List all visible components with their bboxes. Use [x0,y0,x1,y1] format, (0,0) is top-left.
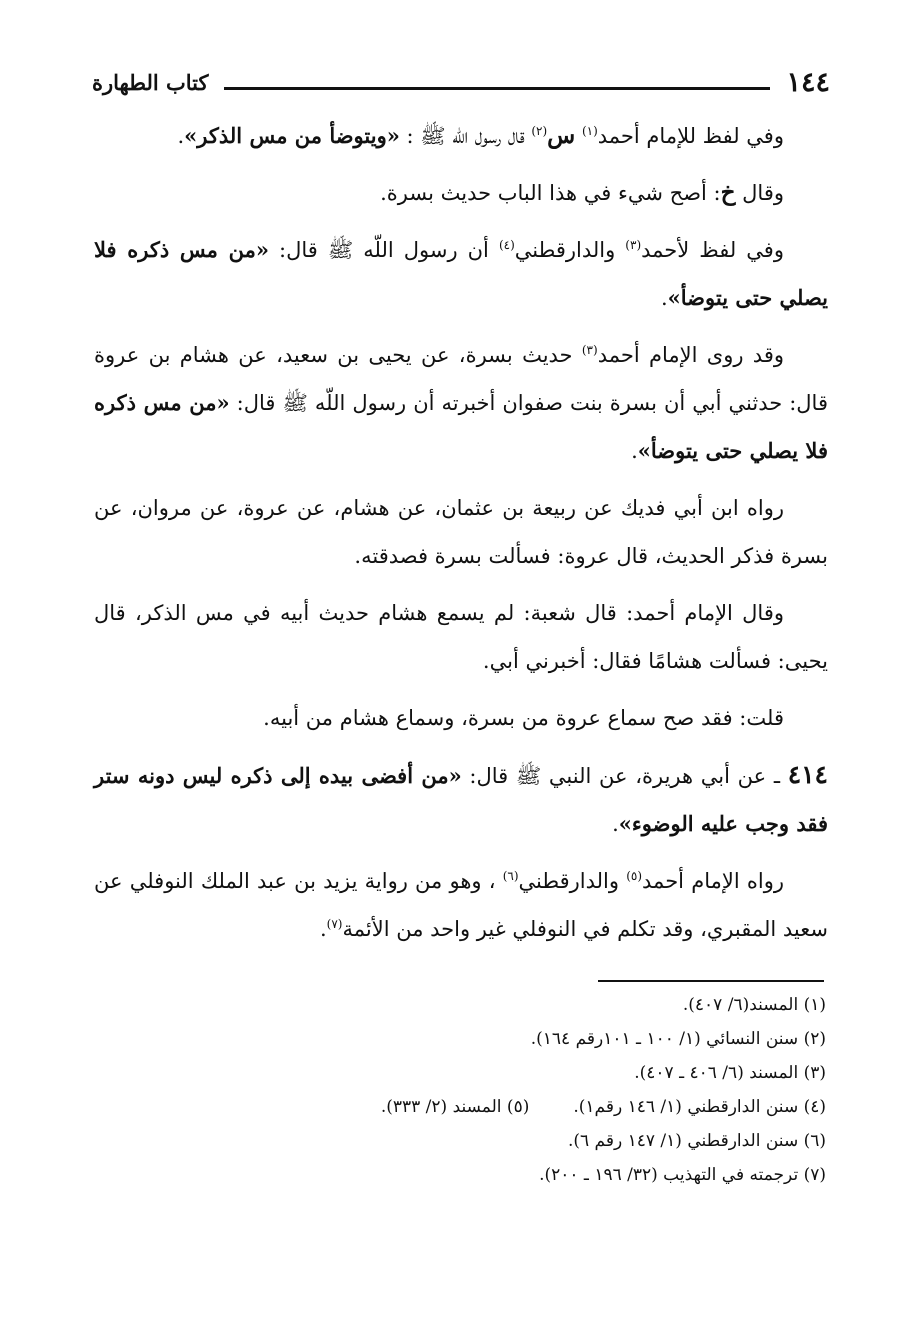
paragraph-2 [94,169,828,217]
text-run: والدارقطني [518,869,627,893]
hadith-quote: «من أفضى بيده إلى ذكره ليس دونه ستر فقد وجب عليه الوضوء» [94,763,828,836]
book-title: كتاب الطهارة [92,70,209,95]
paragraph-3 [94,226,828,322]
page-number: ١٤٤ [786,67,830,98]
footnote-3: (٣) المسند (٦/ ٤٠٦ ـ ٤٠٧). [634,1063,826,1083]
footnote-4: (٤) سنن الدارقطني (١/ ١٤٦ رقم١). [573,1097,826,1117]
text-run: وقد روى الإمام أحمد [597,343,785,367]
footnote-2: (٢) سنن النسائي (١/ ١٠٠ ـ ١٠١رقم ١٦٤). [530,1029,826,1049]
text-run: ـ عن أبي هريرة، عن النبي ﷺ قال: [461,764,788,788]
footnote-5: (٥) المسند (٢/ ٣٣٣). [380,1097,530,1117]
text-run: . [319,917,327,941]
paragraph-7: قلت: فقد صح سماع عروة من بسرة، وسماع هشام من أبيه. [263,706,784,730]
footnote-ref: (١) [581,124,598,138]
hadith-quote: «ويتوضأ من مس الذكر» [184,123,400,148]
footnote-7: (٧) ترجمته في التهذيب (٣٢/ ١٩٦ ـ ٢٠٠). [539,1165,826,1185]
footnote-line-4-5 [94,1090,826,1124]
text-run: . [612,812,619,836]
text-run: والدارقطني [514,238,626,262]
paragraph-9 [94,857,828,953]
footnote-ref: (٤) [498,238,515,252]
text-run: . [177,124,185,148]
header-rule [224,87,770,90]
footnote-separator [598,980,824,982]
footnotes [94,988,826,1192]
footnote-ref: (٣) [581,343,598,357]
running-header [92,66,830,102]
text-run: . [631,439,638,463]
source-label: خ [720,179,736,206]
footnote-ref: (٢) [531,124,548,138]
paragraph-1 [94,112,828,160]
footnote-ref: (٣) [625,238,642,252]
source-label: س [547,122,576,149]
text-run: رواه الإمام أحمد [642,869,784,893]
text-run: وفي لفظ للإمام أحمد [597,124,784,148]
hadith-quote: «من مس ذكره فلا يصلي حتى يتوضأ» [94,390,828,463]
hadith-number: ٤١٤ [787,760,828,789]
text-run: وفي لفظ لأحمد [641,238,784,262]
footnote-6: (٦) سنن الدارقطني (١/ ١٤٧ رقم ٦). [567,1131,826,1151]
paragraph-6: وقال الإمام أحمد: قال شعبة: لم يسمع هشام حديث أبيه في مس الذكر، قال يحيى: فسألت هشامًا فقال: أخبرني أبي. [94,601,828,673]
hadith-quote: «من مس ذكره فلا يصلي حتى يتوضأ» [94,237,828,310]
text-run: ، وهو من رواية يزيد بن عبد الملك النوفلي عن سعيد المقبري، وقد تكلم في النوفلي غير واحد من الأئمة [94,869,828,941]
footnote-ref: (٧) [326,917,343,931]
paragraph-5: رواه ابن أبي فديك عن ربيعة بن عثمان، عن هشام، عن عروة، عن مروان، عن بسرة فذكر الحديث، قال عروة: فسألت بسرة فصدقته. [94,496,828,568]
footnote-ref: (٥) [626,869,643,883]
main-text [94,112,828,962]
text-run: قال رسول اللّه ﷺ : [399,124,532,148]
footnote-1: (١) المسند(٦/ ٤٠٧). [682,995,826,1015]
paragraph-4 [94,331,828,475]
text-run: . [660,286,668,310]
hadith-414 [94,751,828,848]
text-run: أن رسول اللّه ﷺ قال: [268,238,499,262]
text-run: حديث بسرة، عن يحيى بن سعيد، عن هشام بن عروة قال: حدثني أبي أن بسرة بنت صفوان أخبرته أن رسول اللّه ﷺ قال: [94,343,828,415]
text-run: : أصح شيء في هذا الباب حديث بسرة. [380,181,721,205]
footnote-ref: (٦) [502,869,519,883]
text-run: وقال [735,181,784,205]
